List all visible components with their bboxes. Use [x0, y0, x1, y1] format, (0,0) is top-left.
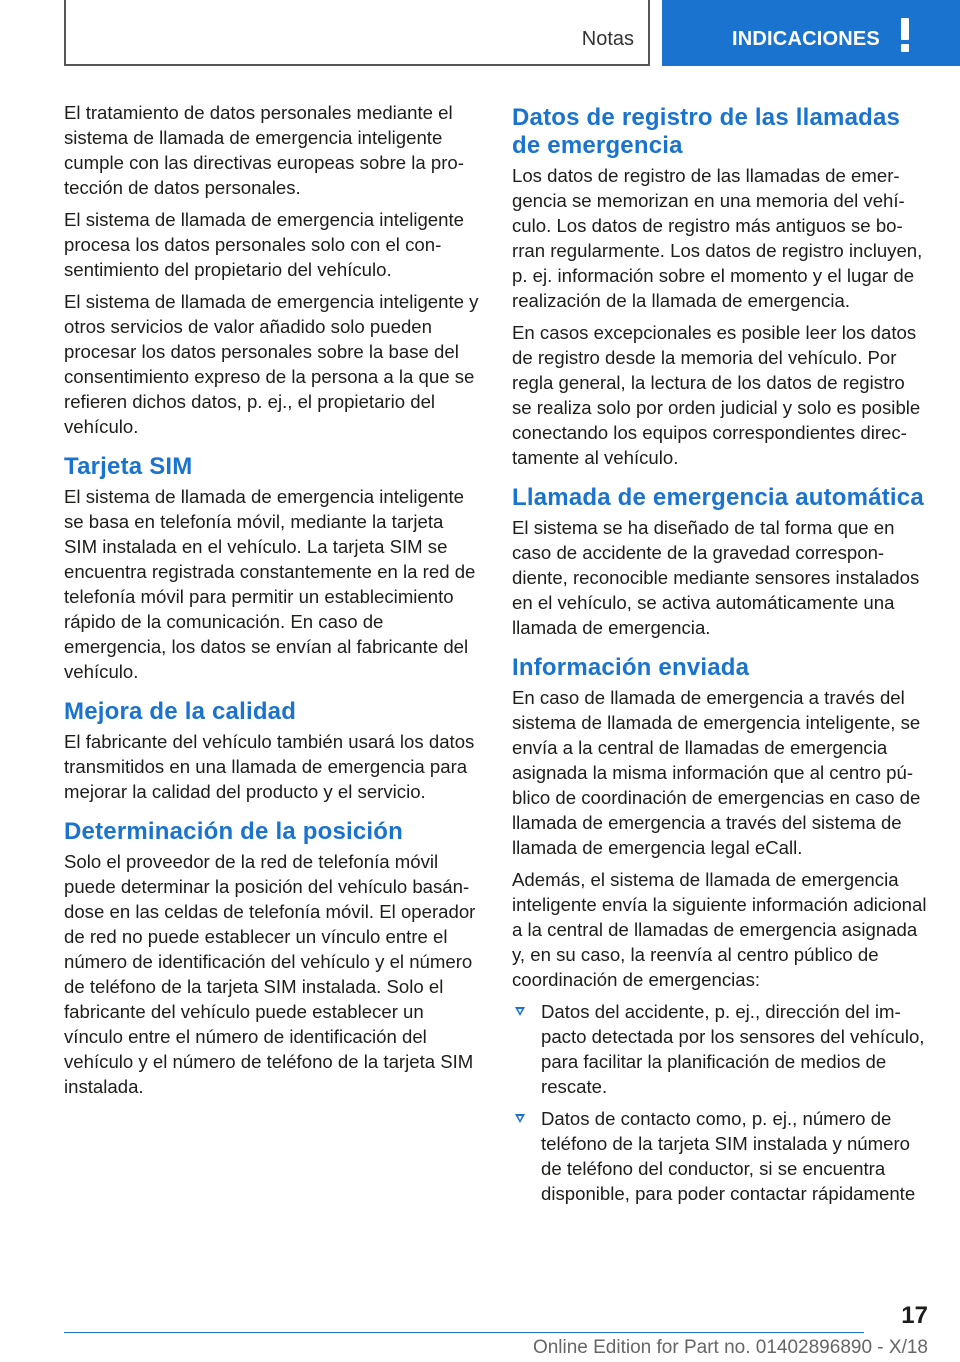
triangle-bullet-icon	[515, 1114, 525, 1123]
paragraph: El sistema de llamada de emergencia inteligente procesa los datos personales solo con el consentimiento del propietario del vehículo.	[64, 209, 464, 280]
header-section-title: Notas	[581, 28, 634, 50]
section-heading-info: Información enviada	[512, 654, 750, 681]
section-heading-sim: Tarjeta SIM	[64, 453, 193, 480]
bullet-list	[512, 999, 927, 1206]
section-heading-posicion: Determinación de la posición	[64, 818, 404, 845]
section-heading-registro: Datos de registro de las llamadas de emergencia	[512, 104, 901, 159]
list-item-text: Datos del accidente, p. ej., dirección del impacto detectada por los sensores del vehículo, para facilitar la planificación de medios de rescate.	[541, 1001, 925, 1097]
page-header	[0, 0, 960, 66]
header-chapter-label: INDICACIONES	[732, 28, 880, 50]
section-heading-automatica: Llamada de emergencia automática	[512, 484, 924, 511]
paragraph: El fabricante del vehículo también usará los datos transmitidos en una llamada de emergencia para mejorar la calidad del producto y el servicio.	[64, 731, 475, 802]
paragraph: El sistema de llamada de emergencia inteligente se basa en telefonía móvil, mediante la tarjeta SIM instalada en el vehículo. La tarjeta SIM se encuentra registrada constantemente en la red de telefonía móvil para permitir un establecimiento rápido de la comunicación. En caso de emergencia, los datos se envían al fabricante del vehículo.	[64, 486, 476, 682]
list-item-text: Datos de contacto como, p. ej., número de teléfono de la tarjeta SIM instalada y número de teléfono del conductor, si se encuentra disponible, para poder contactar rápidamente	[541, 1108, 916, 1204]
paragraph: Solo el proveedor de la red de telefonía móvil puede determinar la posición del vehículo basándose en las celdas de telefonía móvil. El operador de red no puede establecer un vínculo entre el número de identificación del vehículo y el número de teléfono de la tarjeta SIM instalada. Solo el fabricante del vehículo puede establecer un vínculo entre el número de identificación del vehículo y el número de teléfono de la tarjeta SIM instalada.	[64, 851, 476, 1097]
paragraph: El sistema se ha diseñado de tal forma que en caso de accidente de la gravedad correspondiente, reconocible mediante sensores instalados en el vehículo, se activa automáticamente una llamada de emergencia.	[512, 517, 920, 638]
paragraph: En caso de llamada de emergencia a través del sistema de llamada de emergencia inteligente, se envía a la central de llamadas de emergencia asignada la misma información que al centro público de coordinación de emergencias en caso de llamada de emergencia a través del sistema de llamada de emergencia legal eCall.	[512, 687, 921, 858]
paragraph: Además, el sistema de llamada de emergencia inteligente envía la siguiente información adicional a la central de llamadas de emergencia asignada y, en su caso, la reenvía al centro público de coordinación de emergencias:	[512, 869, 927, 990]
left-column	[64, 100, 479, 1106]
page-number: 17	[901, 1302, 928, 1329]
header-section-box	[64, 0, 650, 66]
paragraph: El sistema de llamada de emergencia inteligente y otros servicios de valor añadido solo pueden procesar los datos personales sobre la base del consentimiento expreso de la persona a la que se refieren dichos datos, p. ej., el propietario del vehículo.	[64, 291, 479, 437]
footer-divider	[64, 1332, 864, 1333]
header-chapter-tab	[662, 0, 960, 66]
right-column	[512, 100, 927, 1213]
paragraph: Los datos de registro de las llamadas de emergencia se memorizan en una memoria del vehículo. Los datos de registro más antiguos se borran regularmente. Los datos de registro incluyen, p. ej. información sobre el momento y el lugar de realización de la llamada de emergencia.	[512, 165, 923, 311]
paragraph: En casos excepcionales es posible leer los datos de registro desde la memoria del vehículo. Por regla general, la lectura de los datos de registro se realiza solo por orden judicial y solo es posible conectando los equipos correspondientes directamente al vehículo.	[512, 322, 921, 468]
paragraph: El tratamiento de datos personales mediante el sistema de llamada de emergencia inteligente cumple con las directivas europeas sobre la protección de datos personales.	[64, 102, 464, 198]
exclamation-icon	[898, 18, 912, 52]
section-heading-calidad: Mejora de la calidad	[64, 698, 297, 725]
footer-edition: Online Edition for Part no. 01402896890 - X/18	[532, 1337, 928, 1358]
triangle-bullet-icon	[515, 1007, 525, 1016]
list-item	[512, 999, 927, 1099]
list-item	[512, 1106, 927, 1206]
